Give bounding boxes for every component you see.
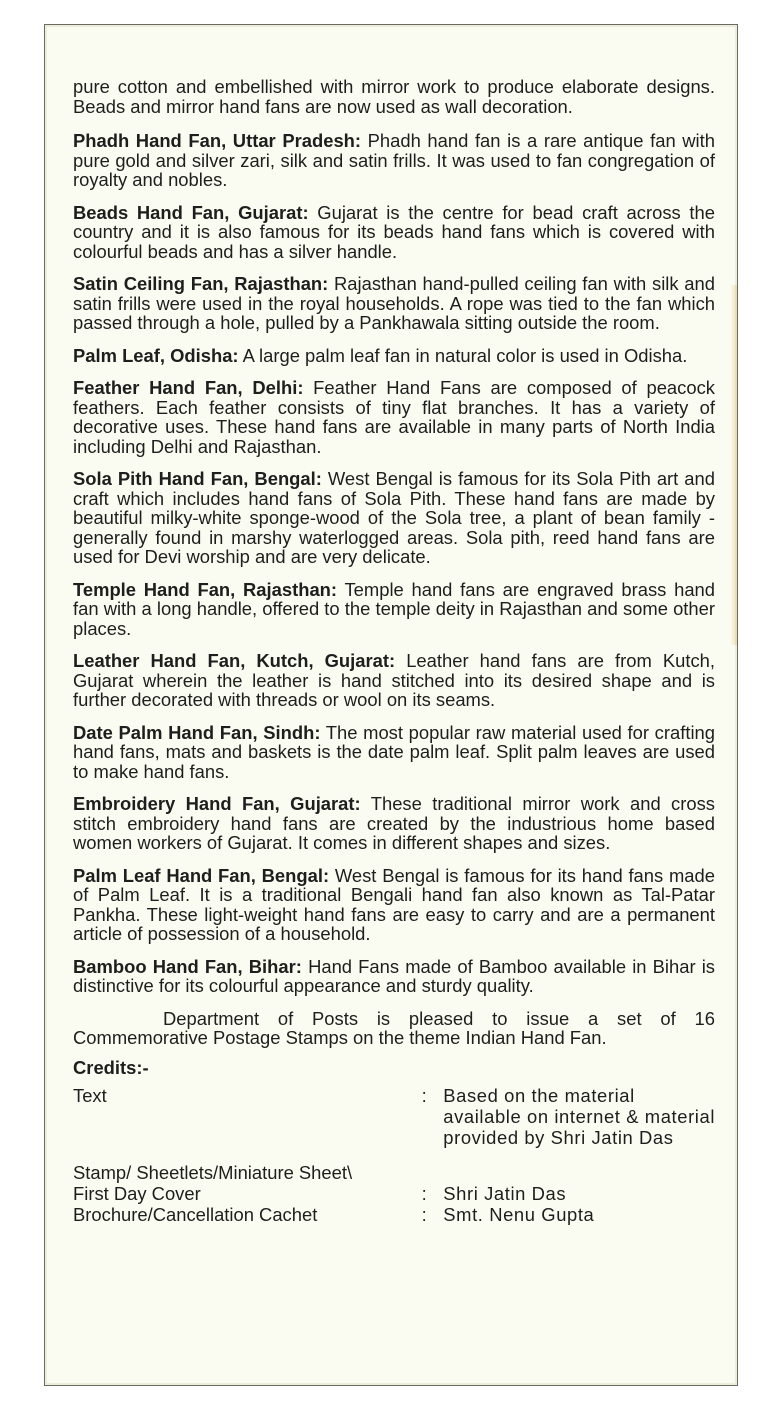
fan-entry [73, 794, 715, 853]
fan-entry-text: Temple hand fans are engraved brass hand fan with a long handle, offered to the temple deity in Rajasthan and some other places. [73, 578, 716, 639]
fan-entry-title: Leather Hand Fan, Kutch, Gujarat: [73, 650, 396, 671]
brochure-content [73, 77, 715, 1225]
fan-entry [73, 957, 715, 996]
credits-heading: Credits:- [73, 1056, 149, 1078]
credits-brochure-label: Brochure/Cancellation Cachet [73, 1204, 318, 1225]
fan-entry-title: Date Palm Hand Fan, Sindh: [73, 721, 321, 743]
credits-row-stamp-2 [73, 1183, 715, 1204]
fan-entry-title: Phadh Hand Fan, Uttar Pradesh: [73, 130, 362, 151]
credits-text-label: Text [73, 1085, 107, 1106]
fan-entry-title: Sola Pith Hand Fan, Bengal: [73, 468, 322, 489]
credits-row-text [73, 1085, 715, 1148]
fan-entry-title: Palm Leaf, Odisha: [73, 344, 239, 366]
fan-entry-text: Gujarat is the centre for bead craft across the country and it is also famous for its beads hand fans which is covered with colourful beads and has a silver handle. [73, 201, 715, 262]
fan-entry [73, 378, 715, 456]
fan-entry [73, 131, 715, 190]
fan-entry-text: These traditional mirror work and cross stitch embroidery hand fans are created by the industrious home based women workers of Gujarat. It comes in different shapes and sizes. [73, 793, 715, 853]
fan-entry-title: Feather Hand Fan, Delhi: [73, 377, 304, 398]
fan-entries-list [73, 131, 715, 996]
fan-entry-title: Temple Hand Fan, Rajasthan: [73, 578, 338, 600]
fan-entry-title: Beads Hand Fan, Gujarat: [73, 201, 309, 223]
fan-entry-text: Hand Fans made of Bamboo available in Bihar is distinctive for its colourful appearance and sturdy quality. [73, 955, 715, 996]
credits-separator: : [421, 1183, 427, 1204]
issue-notice: Department of Posts is pleased to issue a set of 16 Commemorative Postage Stamps on the theme Indian Hand Fan. [73, 1007, 715, 1048]
fan-entry [73, 346, 715, 366]
fan-entry-title: Embroidery Hand Fan, Gujarat: [73, 793, 361, 814]
fan-entry [73, 203, 715, 262]
fan-entry-text: Phadh hand fan is a rare antique fan with pure gold and silver zari, silk and satin frills. It was used to fan congregation of royalty and nobles. [73, 130, 715, 190]
fan-entry [73, 723, 715, 782]
fan-entry-text: Feather Hand Fans are composed of peacock feathers. Each feather consists of tiny flat branches. It has a variety of decorative uses. These hand fans are available in many parts of North India including Delhi and Rajasthan. [73, 377, 715, 457]
fan-entry-text: Rajasthan hand-pulled ceiling fan with silk and satin frills were used in the royal households. A rope was tied to the fan which passed through a hole, pulled by a Pankhawala sitting outside the room. [73, 273, 715, 333]
credits-separator: : [421, 1204, 427, 1225]
credits-text-value: Based on the material available on internet & material provided by Shri Jatin Das [443, 1085, 715, 1148]
fan-entry [73, 580, 715, 639]
intro-paragraph: pure cotton and embellished with mirror work to produce elaborate designs. Beads and mirror hand fans are now used as wall decoration. [73, 76, 715, 117]
fan-entry-text: Leather hand fans are from Kutch, Gujarat wherein the leather is hand stitched into its desired shape and is further decorated with threads or wool on its seams. [73, 650, 715, 710]
credits-table [73, 1085, 715, 1225]
fan-entry-text: West Bengal is famous for its hand fans made of Palm Leaf. It is a traditional Bengali hand fan also known as Tal-Patar Pankha. These light-weight hand fans are easy to carry and are a permanent article of possession of a household. [73, 864, 715, 944]
fan-entry [73, 469, 715, 567]
fan-entry-text: A large palm leaf fan in natural color is used in Odisha. [242, 344, 688, 366]
fan-entry [73, 274, 715, 333]
brochure-page [44, 24, 738, 1386]
credits-row-brochure [73, 1204, 715, 1225]
credits-fdc-label: First Day Cover [73, 1183, 201, 1204]
fan-entry-text: The most popular raw material used for crafting hand fans, mats and baskets is the date palm leaf. Split palm leaves are used to make hand fans. [73, 721, 715, 782]
credits-row-stamp-1 [73, 1148, 715, 1183]
credits-brochure-value: Smt. Nenu Gupta [443, 1204, 595, 1225]
credits-stamp-value: Shri Jatin Das [443, 1183, 567, 1204]
credits-separator: : [421, 1085, 427, 1106]
fan-entry-title: Satin Ceiling Fan, Rajasthan: [73, 273, 329, 294]
fan-entry-title: Palm Leaf Hand Fan, Bengal: [73, 864, 330, 886]
fan-entry-title: Bamboo Hand Fan, Bihar: [73, 955, 302, 977]
fan-entry [73, 866, 715, 944]
fan-entry-text: West Bengal is famous for its Sola Pith art and craft which includes hand fans of Sola Pith. These hand fans are made by beautiful milky-white sponge-wood of the Sola tree, a plant of bean family - generally found in marshy waterlogged areas. Sola pith, reed hand fans are used for Devi worship and are very delicate. [73, 468, 715, 567]
credits-stamp-label: Stamp/ Sheetlets/Miniature Sheet\ [73, 1162, 353, 1183]
fan-entry [73, 651, 715, 710]
